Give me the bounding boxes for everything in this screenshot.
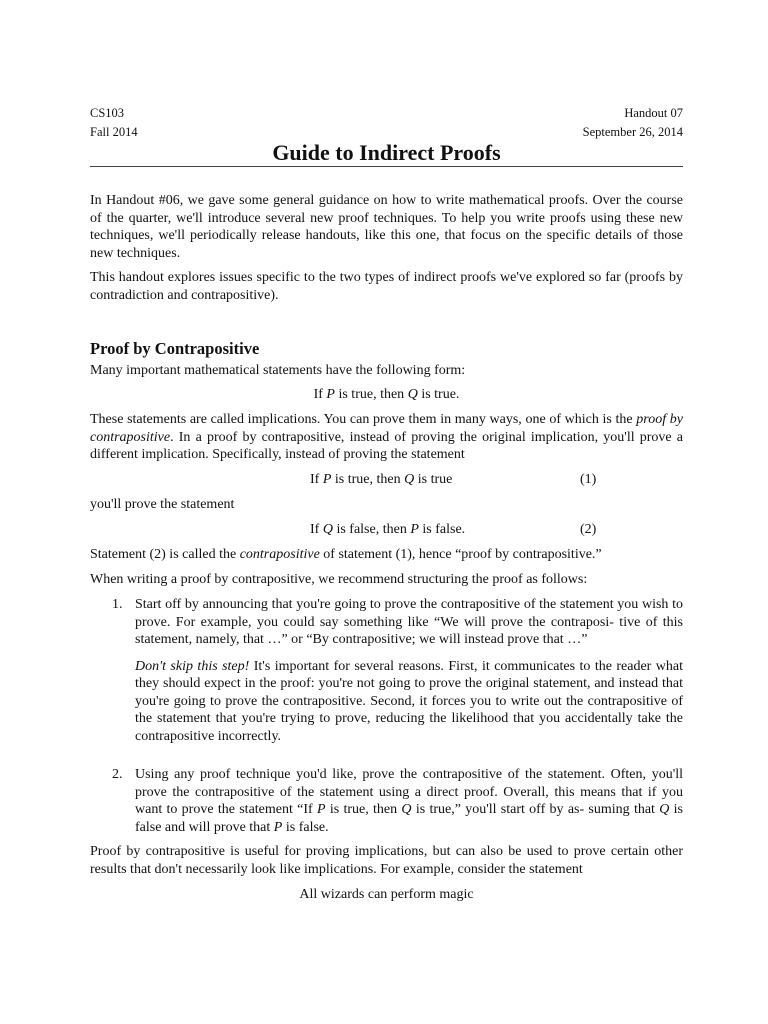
example-statement: All wizards can perform magic (299, 887, 474, 902)
section-paragraph-5: When writing a proof by contrapositive, we recommend structuring the proof as follows: (90, 572, 588, 587)
handout-number: Handout 07 (624, 106, 683, 120)
list-item-1-paragraph-2: Don't skip this step! It's important for several reasons. First, it communicates to the reader what they should expect in the proof: you're not going to prove the original statement, and instead that you're going to prove the contrapositive. Second, it forces you to write out the contrapositive of the statement that you're trying to prove, reducing the likelihood that you accidentally take the contrapositive incorrectly. (135, 658, 683, 744)
handout-date: September 26, 2014 (582, 125, 683, 139)
section-paragraph-4: Statement (2) is called the contrapositive of statement (1), hence “proof by contrapositive.” (90, 547, 602, 562)
section-sentence-3: you'll prove the statement (90, 497, 235, 512)
document-title: Guide to Indirect Proofs (272, 140, 501, 165)
list-item-1-paragraph-1: Start off by announcing that you're going to prove the contrapositive of the statement you wish to prove. For example, you could say something like “We will prove the contraposi- tive of this statement, namely, that …” or “By contrapositive; we will instead prove that …” (135, 597, 683, 647)
course-code: CS103 (90, 106, 125, 120)
section-paragraph-2: These statements are called implications. You can prove them in many ways, one of which is the proof by contrapositive. In a proof by contrapositive, instead of proving the original implication, you'll prove a different implication. Specifically, instead of proving the statement (90, 412, 683, 462)
list-item-2-paragraph: Using any proof technique you'd like, prove the contrapositive of the statement. Often, you'll prove the contrapositive of the statement using a direct proof. Overall, this means that if you want to prove the statement “If P is true, then Q is true,” you'll start off by as- suming that Q is false and will prove that P is false. (135, 767, 683, 835)
section-paragraph-6: Proof by contrapositive is useful for proving implications, but can also be used to prove certain other results that don't necessarily look like implications. For example, consider the statement (90, 844, 683, 877)
term: Fall 2014 (90, 125, 138, 139)
section-heading: Proof by Contrapositive (90, 339, 260, 358)
section-sentence-1: Many important mathematical statements have the following form: (90, 363, 466, 378)
intro-paragraph-1: In Handout #06, we gave some general guidance on how to write mathematical proofs. Over the course of the quarter, we'll introduce several new proof techniques. To help you write proofs using these new techniques, we'll periodically release handouts, like this one, that focus on the specific details of those new techniques. (90, 193, 683, 261)
implication-form: If P is true, then Q is true. (313, 387, 460, 402)
equation-1-number: (1) (580, 472, 597, 487)
equation-2-number: (2) (580, 522, 597, 537)
intro-paragraph-2: This handout explores issues specific to the two types of indirect proofs we've explored so far (proofs by contradiction and contrapositive). (90, 270, 683, 303)
title-rule (90, 166, 683, 167)
list-marker: 2. (112, 767, 123, 782)
list-marker: 1. (112, 597, 123, 612)
